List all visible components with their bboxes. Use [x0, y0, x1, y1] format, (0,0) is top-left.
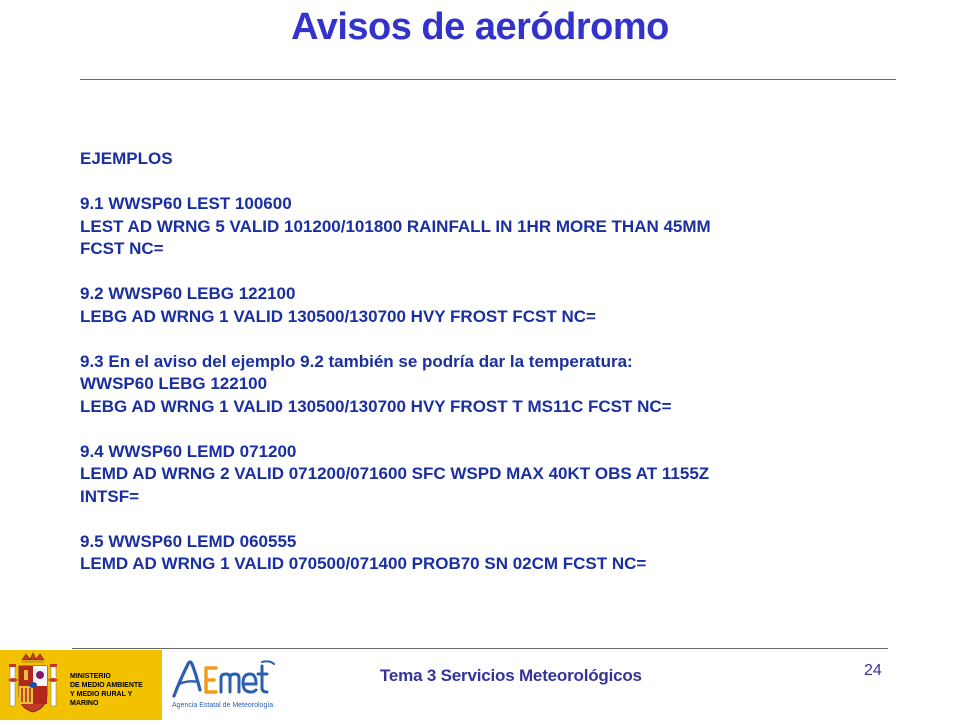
- ministry-logo: [0, 650, 162, 720]
- footer-topic: Tema 3 Servicios Meteorológicos: [380, 666, 642, 685]
- examples-block: [80, 148, 890, 576]
- ministry-line: Y MEDIO RURAL Y MARINO: [70, 691, 133, 707]
- text-line: LEBG AD WRNG 1 VALID 130500/130700 HVY FROST FCST NC=: [80, 306, 596, 326]
- text-line: INTSF=: [80, 486, 140, 506]
- text-line: LEMD AD WRNG 2 VALID 071200/071600 SFC WSPD MAX 40KT OBS AT 1155Z: [80, 464, 710, 483]
- text-line: [80, 508, 890, 531]
- text-line: WWSP60 LEBG 122100: [80, 374, 268, 393]
- text-line: 9.4 WWSP60 LEMD 071200: [80, 441, 297, 461]
- ministry-line: MINISTERIO: [70, 673, 111, 680]
- footer-divider: [72, 648, 888, 649]
- text-line: EJEMPLOS: [80, 149, 173, 168]
- text-line: FCST NC=: [80, 239, 164, 258]
- aemet-logo: [166, 650, 286, 720]
- ministry-name: [70, 672, 162, 708]
- text-line: [80, 328, 890, 351]
- title-divider: [80, 79, 896, 80]
- text-line: 9.2 WWSP60 LEBG 122100: [80, 284, 296, 303]
- text-line: LEST AD WRNG 5 VALID 101200/101800 RAINFALL IN 1HR MORE THAN 45MM: [80, 216, 711, 236]
- aemet-subtitle: Agencia Estatal de Meteorología: [172, 702, 274, 709]
- text-line: 9.1 WWSP60 LEST 100600: [80, 194, 292, 213]
- text-line: LEBG AD WRNG 1 VALID 130500/130700 HVY FROST T MS11C FCST NC=: [80, 396, 672, 416]
- text-line: LEMD AD WRNG 1 VALID 070500/071400 PROB70 SN 02CM FCST NC=: [80, 554, 647, 573]
- ministry-line: DE MEDIO AMBIENTE: [70, 682, 143, 689]
- aemet-wordmark-icon: [166, 650, 286, 720]
- text-line: [80, 261, 890, 284]
- text-line: [80, 418, 890, 441]
- page-number: 24: [864, 662, 882, 679]
- slide-title: Avisos de aeródromo: [291, 6, 669, 48]
- text-line: 9.5 WWSP60 LEMD 060555: [80, 531, 297, 551]
- text-line: [80, 171, 890, 194]
- text-line: 9.3 En el aviso del ejemplo 9.2 también se podría dar la temperatura:: [80, 351, 633, 371]
